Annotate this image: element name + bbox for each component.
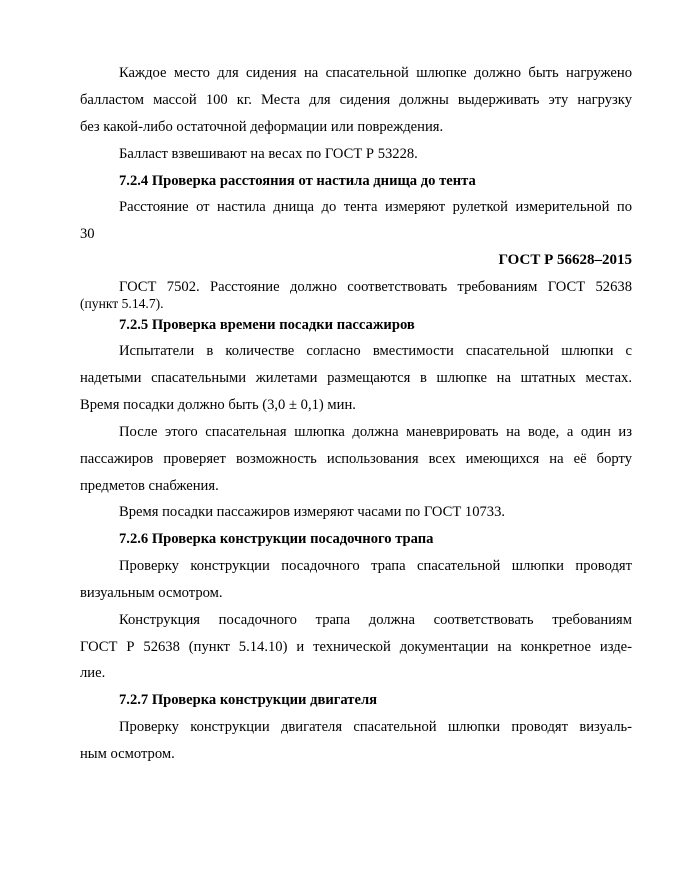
paragraph-line: Испытатели в количестве согласно вместимости спасательной шлюпки с [119,343,632,359]
paragraph-line: Время посадки пассажиров измеряют часами по ГОСТ 10733. [119,504,506,520]
paragraph-line: Балласт взвешивают на весах по ГОСТ Р 53228. [119,146,418,162]
paragraph-line: Проверку конструкции двигателя спасательной шлюпки проводят визуаль- [119,719,632,735]
page-header: ГОСТ Р 56628–2015 [498,252,632,268]
section-heading-7-2-5: 7.2.5 Проверка времени посадки пассажиров [119,317,415,333]
paragraph-line: Время посадки должно быть (3,0 ± 0,1) мин. [80,397,356,413]
paragraph-line: лие. [80,665,106,681]
paragraph-line: балластом массой 100 кг. Места для сидения должны выдерживать эту нагрузку [80,92,632,108]
paragraph-line: ГОСТ 7502. Расстояние должно соответствовать требованиям ГОСТ 52638 [119,279,632,295]
section-heading-7-2-7: 7.2.7 Проверка конструкции двигателя [119,692,378,708]
paragraph-line: надетыми спасательными жилетами размещаются в шлюпке на штатных местах. [80,370,632,386]
paragraph-line: Конструкция посадочного трапа должна соответствовать требованиям [119,612,632,628]
paragraph-line: Каждое место для сидения на спасательной шлюпке должно быть нагружено [119,65,632,81]
paragraph-line: Проверку конструкции посадочного трапа спасательной шлюпки проводят [119,558,632,574]
paragraph-line: предметов снабжения. [80,478,219,494]
paragraph-line: без какой-либо остаточной деформации или повреждения. [80,119,444,135]
paragraph-line: ным осмотром. [80,746,175,762]
paragraph-line: После этого спасательная шлюпка должна маневрировать на воде, а один из [119,424,632,440]
section-heading-7-2-4: 7.2.4 Проверка расстояния от настила днища до тента [119,173,476,189]
paragraph-line: ГОСТ Р 52638 (пункт 5.14.10) и технической документации на конкретное изде- [80,639,632,655]
paragraph-line: (пункт 5.14.7). [80,296,164,311]
paragraph-line: пассажиров проверяет возможность использования всех имеющихся на её борту [80,451,632,467]
paragraph-line: Расстояние от настила днища до тента измеряют рулеткой измерительной по [119,199,632,215]
section-heading-7-2-6: 7.2.6 Проверка конструкции посадочного трапа [119,531,434,547]
page-number: 30 [80,226,95,242]
paragraph-line: визуальным осмотром. [80,585,223,601]
